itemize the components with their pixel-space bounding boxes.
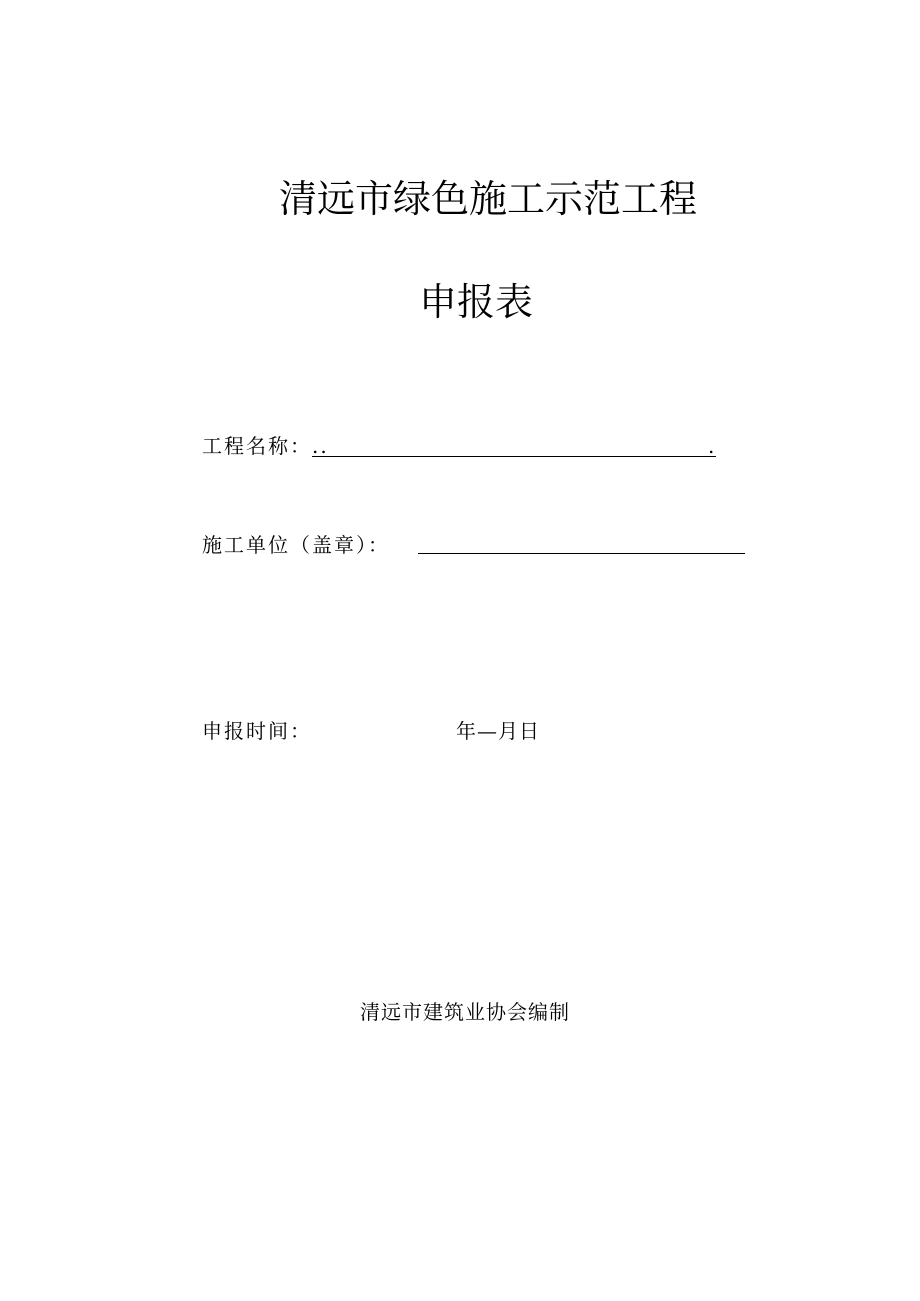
project-name-label: 工程名称： [202, 434, 312, 458]
issuer-footer: 清远市建筑业协会编制 [360, 1000, 570, 1024]
construction-unit-label: 施工单位（盖章）： [202, 533, 390, 557]
project-name-end-dot: . [708, 434, 715, 458]
document-subtitle: 申报表 [418, 280, 533, 324]
project-name-dots: .. [312, 434, 329, 458]
apply-time-label: 申报时间： [202, 719, 312, 743]
document-title: 清远市绿色施工示范工程 [278, 177, 697, 221]
project-name-blank-line [312, 456, 716, 457]
apply-time-value: 年—月日 [456, 719, 540, 743]
construction-unit-blank-line [418, 553, 745, 554]
